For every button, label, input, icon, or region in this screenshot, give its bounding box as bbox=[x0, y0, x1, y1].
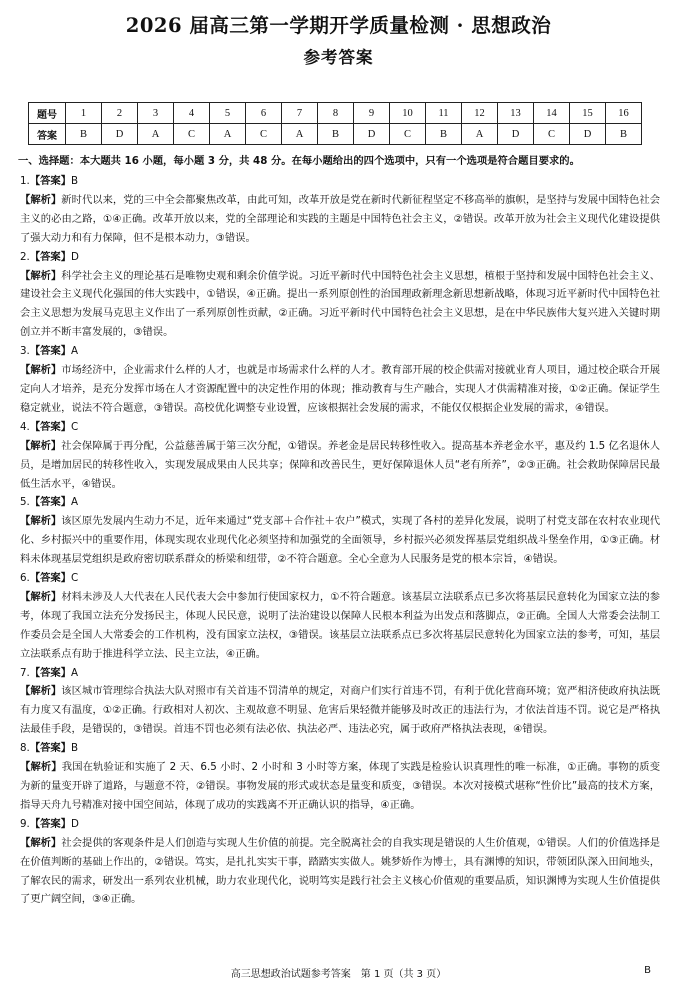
question-item bbox=[20, 172, 660, 248]
question-answer: B bbox=[71, 175, 79, 187]
question-number-cell: 6 bbox=[246, 103, 282, 124]
question-number: 7. bbox=[20, 666, 30, 679]
answer-cell: B bbox=[426, 124, 462, 145]
page-subtitle: 参考答案 bbox=[303, 48, 374, 67]
question-number-cell: 3 bbox=[138, 103, 174, 124]
question-explanation: 社会保障属于再分配，公益慈善属于第三次分配，①错误。养老金是居民转移性收入。提高基本养老金水平，惠及约 1.5 亿名退休人员，是增加居民的转移性收入，实现发展成果由人民共享；保障和改善民生，更好保障退休人员“老有所养”，②③正确。社会救助保障居民最低生活水平，④错误。 bbox=[20, 439, 661, 490]
answer-cell: C bbox=[390, 124, 426, 145]
question-number: 5. bbox=[20, 496, 30, 509]
question-number: 9. bbox=[20, 817, 30, 830]
question-number-label: 题号 bbox=[29, 103, 66, 124]
question-number-cell: 7 bbox=[282, 103, 318, 124]
answer-cell: B bbox=[606, 124, 642, 145]
question-number: 6. bbox=[20, 572, 30, 585]
question-number-cell: 5 bbox=[210, 103, 246, 124]
answer-cell: D bbox=[570, 124, 606, 145]
page-title: 2026 届高三第一学期开学质量检测 · 思想政治 bbox=[125, 14, 552, 37]
question-answer: A bbox=[71, 666, 79, 679]
question-item bbox=[20, 815, 660, 910]
answer-cell: C bbox=[174, 124, 210, 145]
question-number-row bbox=[29, 103, 642, 124]
question-explanation: 该区城市管理综合执法大队对照市有关首违不罚清单的规定，对商户们实行首违不罚，有利于优化营商环境；宽严相济使政府执法既有力度又有温度，①②正确。行政相对人初次、主观故意不明显、危害后果轻微并能够及时改正的违法行为，才依法首违不罚。说它是严格执法最佳手段，是错误的，③错误。首违不罚也必须有法必依、执法必严、违法必究，属于政府严格执法表现，④错误。 bbox=[20, 685, 661, 736]
question-explanation: 材料未涉及人大代表在人民代表大会中参加行使国家权力，①不符合题意。该基层立法联系点已多次将基层民意转化为国家立法的参考，体现了我国立法充分发扬民主，体现人民民意，说明了法治建设以保障人民根本利益为出发点和落脚点，②正确。全国人大常委会法制工作委员会是全国人大常委会的工作机构，没有国家立法权，③错误。该基层立法联系点已多次将基层民意转化为国家立法的参考，可知，基层立法联系点有助于推进科学立法、民主立法，④正确。 bbox=[20, 590, 661, 660]
question-item bbox=[20, 418, 660, 494]
answer-tag: 【答案】 bbox=[29, 496, 72, 509]
explain-tag: 【解析】 bbox=[20, 685, 62, 698]
question-number: 1. bbox=[20, 175, 30, 187]
question-number-cell: 15 bbox=[570, 103, 606, 124]
question-answer: D bbox=[71, 250, 79, 263]
answer-tag: 【答案】 bbox=[29, 742, 72, 755]
explain-tag: 【解析】 bbox=[20, 193, 62, 206]
answer-cell: A bbox=[462, 124, 498, 145]
question-answer: A bbox=[71, 345, 79, 358]
question-item bbox=[20, 664, 660, 740]
question-number-cell: 16 bbox=[606, 103, 642, 124]
question-item bbox=[20, 493, 660, 569]
question-answer: C bbox=[71, 572, 79, 585]
explain-tag: 【解析】 bbox=[20, 515, 62, 528]
question-explanation: 市场经济中，企业需求什么样的人才，也就是市场需求什么样的人才。教育部开展的校企供需对接就业育人项目，通过校企联合开展定向人才培养，是充分发挥市场在人才资源配置中的决定性作用的体现；推动教育与生产融合，实现人才供需精准对接，①②正确。保证学生稳定就业，说法不符合题意，③错误。高校优化调整专业设置，应该根据社会发展的需求，不能仅仅根据企业发展的需求，④错误。 bbox=[20, 364, 661, 414]
question-answer: C bbox=[71, 420, 79, 433]
answer-cell: A bbox=[138, 124, 174, 145]
question-explanation: 新时代以来，党的三中全会都聚焦改革，由此可知，改革开放是党在新时代新征程坚定不移高举的旗帜，是坚持与发展中国特色社会主义的必由之路，①④正确。改革开放以来，党的全部理论和实践的主题是中国特色社会主义，②错误。改革开放为社会主义现代化建设提供了强大动力和有力保障，但不是根本动力，③错误。 bbox=[20, 193, 661, 244]
question-item bbox=[20, 569, 660, 664]
answer-tag: 【答案】 bbox=[29, 572, 72, 585]
question-number-cell: 10 bbox=[390, 103, 426, 124]
question-number-cell: 4 bbox=[174, 103, 210, 124]
question-item bbox=[20, 342, 660, 418]
explain-tag: 【解析】 bbox=[20, 269, 62, 282]
footer-version: B bbox=[644, 965, 651, 976]
question-answer: B bbox=[71, 742, 79, 755]
answer-cell: A bbox=[210, 124, 246, 145]
answer-explanations bbox=[20, 172, 660, 909]
answer-cell: A bbox=[282, 124, 318, 145]
question-number-cell: 9 bbox=[354, 103, 390, 124]
answer-tag: 【答案】 bbox=[29, 666, 72, 679]
question-explanation: 我国在轨验证和实施了 2 天、6.5 小时、2 小时和 3 小时等方案，体现了实践是检验认识真理性的唯一标准，①正确。事物的质变为新的量变开辟了道路，与题意不符，②错误。事物发展的形式或状态是量变和质变，③错误。本次对接模式堪称“性价比”最高的技术方案，指导天舟九号精准对接中国空间站，体现了成功的实践离不开正确认识的指导，④正确。 bbox=[20, 761, 660, 811]
footer-page-info: 高三思想政治试题参考答案 第 1 页（共 3 页） bbox=[230, 969, 447, 980]
question-number: 3. bbox=[20, 345, 30, 358]
answer-label: 答案 bbox=[29, 124, 66, 145]
question-number-cell: 12 bbox=[462, 103, 498, 124]
question-number-cell: 11 bbox=[426, 103, 462, 124]
explain-tag: 【解析】 bbox=[20, 590, 62, 603]
question-number-cell: 14 bbox=[534, 103, 570, 124]
answer-cell: B bbox=[318, 124, 354, 145]
question-number-cell: 8 bbox=[318, 103, 354, 124]
answer-tag: 【答案】 bbox=[29, 420, 72, 433]
question-number-cell: 13 bbox=[498, 103, 534, 124]
question-answer: A bbox=[71, 496, 79, 509]
answer-tag: 【答案】 bbox=[29, 250, 72, 263]
answer-tag: 【答案】 bbox=[29, 817, 72, 830]
explain-tag: 【解析】 bbox=[20, 761, 62, 774]
answer-cell: D bbox=[498, 124, 534, 145]
question-explanation: 社会提供的客观条件是人们创造与实现人生价值的前提。完全脱离社会的自我实现是错误的人生价值观，①错误。人们的价值选择是在价值判断的基础上作出的，②错误。笃实，是扎扎实实干事，踏踏实实做人。姚梦娇作为博士，具有渊博的知识，带领团队深入田间地头，了解农民的需求，研发出一系列农业机械，助力农业现代化，说明笃实是践行社会主义核心价值观的重要品质，知识渊博为实现人生价值提供了更广阔空间，③④正确。 bbox=[20, 836, 661, 906]
answer-row bbox=[29, 124, 642, 145]
question-number-cell: 1 bbox=[66, 103, 102, 124]
section-heading: 一、选择题：本大题共 16 小题，每小题 3 分，共 48 分。在每小题给出的四个选项中，只有一个选项是符合题目要求的。 bbox=[18, 155, 580, 167]
question-number: 2. bbox=[20, 250, 30, 263]
question-answer: D bbox=[71, 817, 79, 830]
answer-cell: D bbox=[102, 124, 138, 145]
answer-tag: 【答案】 bbox=[29, 345, 72, 358]
answer-cell: C bbox=[534, 124, 570, 145]
answer-cell: D bbox=[354, 124, 390, 145]
question-item bbox=[20, 739, 660, 815]
question-item bbox=[20, 248, 660, 343]
answer-table bbox=[28, 102, 642, 145]
question-number: 8. bbox=[20, 742, 30, 755]
answer-cell: C bbox=[246, 124, 282, 145]
question-explanation: 科学社会主义的理论基石是唯物史观和剩余价值学说。习近平新时代中国特色社会主义思想，植根于坚持和发展中国特色社会主义、建设社会主义现代化强国的伟大实践中，①错误，④正确。提出一系列原创性的治国理政新理念新思想新战略，体现习近平新时代中国特色社会主义思想为发展马克思主义作出了一系列原创性贡献，②正确。习近平新时代中国特色社会主义思想，是在中华民族伟大复兴进入关键时期创立并不断丰富发展的，③错误。 bbox=[20, 269, 661, 339]
explain-tag: 【解析】 bbox=[20, 439, 62, 452]
answer-cell: B bbox=[66, 124, 102, 145]
question-explanation: 该区原先发展内生动力不足，近年来通过“党支部＋合作社＋农户”模式，实现了各村的差异化发展，说明了村党支部在农村农业现代化、乡村振兴中的重要作用，体现实现农业现代化必须坚持和加强党的全面领导，乡村振兴必须发挥基层党组织战斗堡垒作用，①③正确。材料未体现基层党组织是政府密切联系群众的桥梁和纽带，②不符合题意。全心全意为人民服务是党的根本宗旨，④错误。 bbox=[20, 515, 661, 566]
answer-tag: 【答案】 bbox=[29, 175, 72, 187]
question-number: 4. bbox=[20, 420, 30, 433]
explain-tag: 【解析】 bbox=[20, 836, 62, 849]
explain-tag: 【解析】 bbox=[20, 364, 62, 377]
question-number-cell: 2 bbox=[102, 103, 138, 124]
